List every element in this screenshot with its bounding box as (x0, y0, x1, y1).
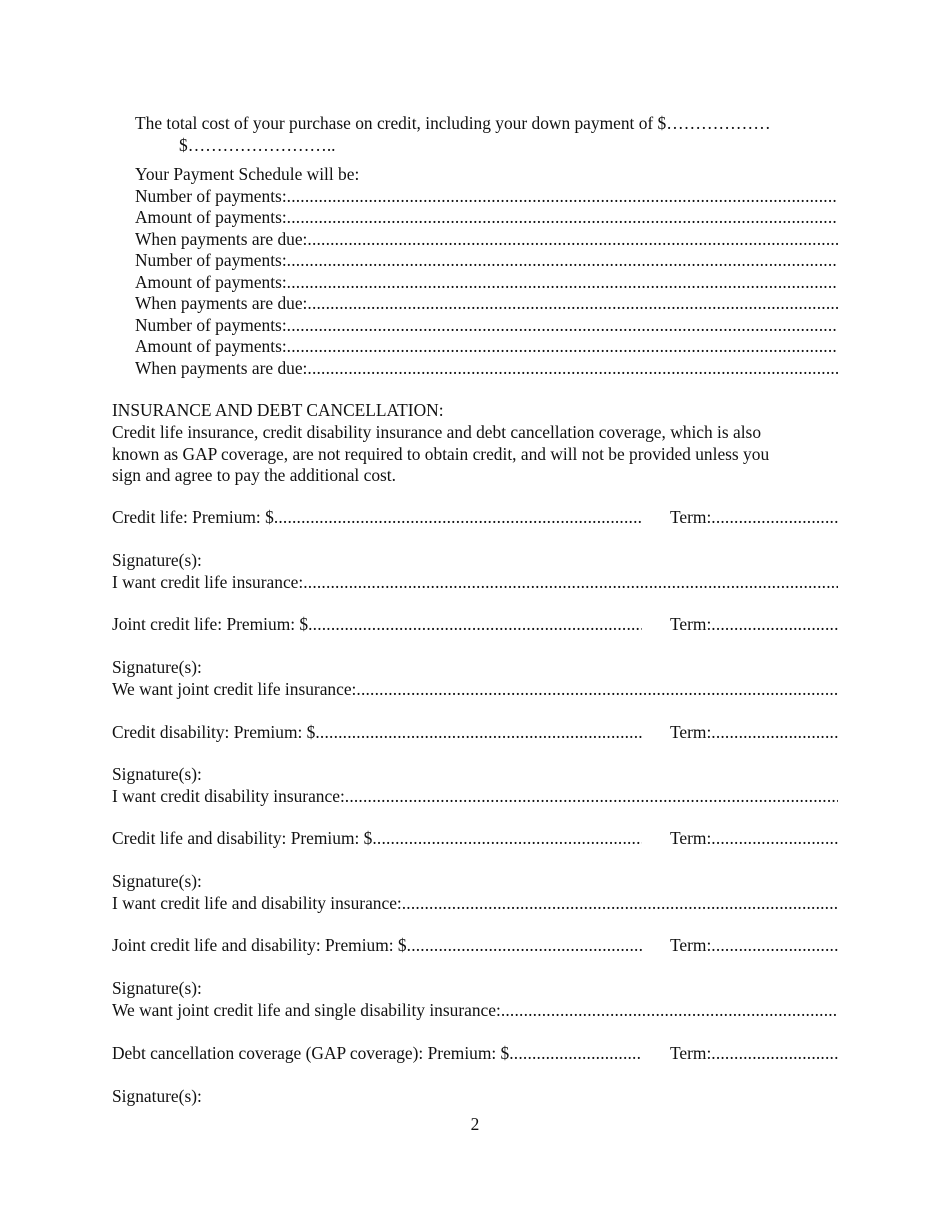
field-label: Amount of payments: (135, 336, 287, 356)
joint-credit-life-premium-field[interactable] (112, 613, 642, 635)
signature-label: Signature(s): (112, 978, 202, 998)
number-of-payments-field[interactable] (135, 185, 838, 207)
credit-disability-term-field[interactable] (670, 721, 838, 743)
premium-label: Joint credit life: Premium: $ (112, 614, 309, 634)
term-label: Term: (670, 828, 712, 848)
insurance-paragraph-line: sign and agree to pay the additional cost. (112, 465, 396, 485)
payments-due-field[interactable] (135, 228, 838, 250)
term-label: Term: (670, 722, 712, 742)
signature-label: Signature(s): (112, 764, 202, 784)
payments-due-field[interactable] (135, 357, 838, 379)
payment-schedule-heading: Your Payment Schedule will be: (135, 164, 360, 184)
amount-of-payments-field[interactable] (135, 335, 838, 357)
payments-due-field[interactable] (135, 292, 838, 314)
joint-credit-life-term-field[interactable] (670, 613, 838, 635)
credit-life-disability-term-field[interactable] (670, 827, 838, 849)
amount-of-payments-field[interactable] (135, 206, 838, 228)
joint-credit-life-disability-consent-signature-field[interactable] (112, 999, 838, 1021)
field-label: Amount of payments: (135, 207, 287, 227)
page-number: 2 (470, 1114, 480, 1134)
field-label: Number of payments: (135, 315, 287, 335)
credit-disability-premium-field[interactable] (112, 721, 642, 743)
joint-credit-life-disability-term-field[interactable] (670, 934, 838, 956)
total-cost-amount-blank: $…………………….. (179, 135, 336, 155)
premium-label: Credit life and disability: Premium: $ (112, 828, 373, 848)
joint-credit-life-disability-premium-field[interactable] (112, 934, 642, 956)
term-label: Term: (670, 614, 712, 634)
field-label: Number of payments: (135, 250, 287, 270)
field-label: When payments are due: (135, 358, 308, 378)
field-label: Amount of payments: (135, 272, 287, 292)
insurance-heading: INSURANCE AND DEBT CANCELLATION: (112, 400, 444, 420)
credit-life-consent-signature-field[interactable] (112, 571, 838, 593)
joint-credit-life-consent-signature-field[interactable] (112, 678, 838, 700)
gap-coverage-term-field[interactable] (670, 1042, 838, 1064)
total-cost-line: The total cost of your purchase on credit, including your down payment of $……………… (135, 113, 771, 133)
signature-label: Signature(s): (112, 550, 202, 570)
term-label: Term: (670, 935, 712, 955)
insurance-paragraph-line: known as GAP coverage, are not required to obtain credit, and will not be provided unless you (112, 444, 770, 464)
consent-label: I want credit life and disability insurance: (112, 893, 402, 913)
consent-label: We want joint credit life insurance: (112, 679, 357, 699)
consent-label: I want credit life insurance: (112, 572, 304, 592)
credit-life-premium-field[interactable] (112, 506, 642, 528)
amount-of-payments-field[interactable] (135, 271, 838, 293)
number-of-payments-field[interactable] (135, 249, 838, 271)
credit-life-disability-premium-field[interactable] (112, 827, 642, 849)
credit-life-term-field[interactable] (670, 506, 838, 528)
consent-label: I want credit disability insurance: (112, 786, 345, 806)
insurance-paragraph-line: Credit life insurance, credit disability insurance and debt cancellation coverage, which is also (112, 422, 762, 442)
premium-label: Credit life: Premium: $ (112, 507, 274, 527)
term-label: Term: (670, 1043, 712, 1063)
term-label: Term: (670, 507, 712, 527)
field-label: When payments are due: (135, 229, 308, 249)
signature-label: Signature(s): (112, 657, 202, 677)
premium-label: Credit disability: Premium: $ (112, 722, 316, 742)
credit-disability-consent-signature-field[interactable] (112, 785, 838, 807)
signature-label: Signature(s): (112, 871, 202, 891)
gap-coverage-premium-field[interactable] (112, 1042, 642, 1064)
premium-label: Debt cancellation coverage (GAP coverage): Premium: $ (112, 1043, 510, 1063)
field-label: Number of payments: (135, 186, 287, 206)
number-of-payments-field[interactable] (135, 314, 838, 336)
signature-label: Signature(s): (112, 1086, 202, 1106)
consent-label: We want joint credit life and single disability insurance: (112, 1000, 501, 1020)
field-label: When payments are due: (135, 293, 308, 313)
credit-life-disability-consent-signature-field[interactable] (112, 892, 838, 914)
premium-label: Joint credit life and disability: Premium: $ (112, 935, 407, 955)
